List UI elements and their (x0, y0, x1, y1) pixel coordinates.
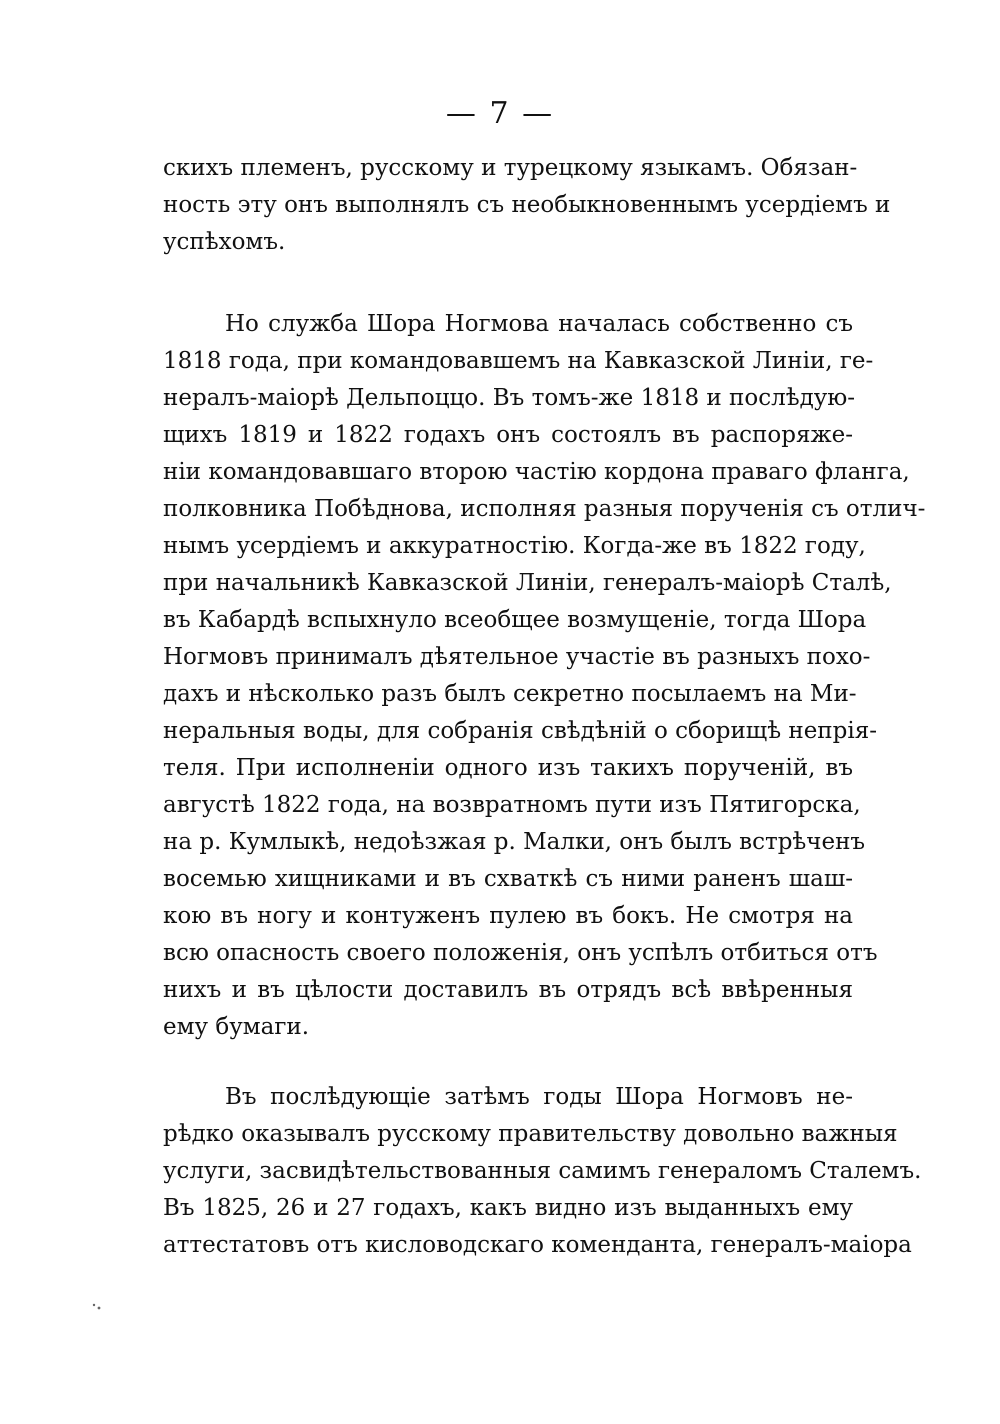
text-line: неральныя воды, для собранія свѣдѣній о сборищѣ непрія- (163, 718, 877, 744)
ink-speck-icon (90, 1300, 104, 1314)
text-line: кою въ ногу и контуженъ пулею въ бокъ. Не смотря на (163, 903, 853, 929)
text-line: нералъ-маіорѣ Дельпоццо. Въ томъ-же 1818 и послѣдую- (163, 385, 856, 411)
text-line: при начальникѣ Кавказской Линіи, генералъ-маіорѣ Сталѣ, (163, 570, 892, 596)
page-number: — 7 — (445, 96, 555, 131)
text-line: Ногмовъ принималъ дѣятельное участіе въ разныхъ похо- (163, 644, 871, 670)
paragraph-3 (163, 1079, 922, 1264)
text-line: рѣдко оказывалъ русскому правительству довольно важныя (163, 1121, 898, 1147)
text-line: всю опасность своего положенія, онъ успѣлъ отбиться отъ (163, 940, 878, 966)
text-line: 1818 года, при командовавшемъ на Кавказской Линіи, ге- (163, 348, 874, 374)
text-line: скихъ племенъ, русскому и турецкому языкамъ. Обязан- (163, 155, 858, 181)
text-line: августѣ 1822 года, на возвратномъ пути изъ Пятигорска, (163, 792, 861, 818)
text-line: полковника Побѣднова, исполняя разныя порученія съ отлич- (163, 496, 926, 522)
text-line: Но служба Шора Ногмова началась собственно съ (225, 311, 853, 337)
text-line: нихъ и въ цѣлости доставилъ въ отрядъ всѣ ввѣренныя (163, 977, 853, 1003)
text-line: успѣхомъ. (163, 229, 286, 255)
text-line: теля. При исполненіи одного изъ такихъ порученій, въ (163, 755, 853, 781)
text-line: дахъ и нѣсколько разъ былъ секретно посылаемъ на Ми- (163, 681, 857, 707)
text-line: Въ послѣдующіе затѣмъ годы Шора Ногмовъ не- (225, 1084, 853, 1110)
text-line: ніи командовавшаго второю частію кордона праваго фланга, (163, 459, 910, 485)
paragraph-2 (163, 306, 926, 1046)
paragraph-1 (163, 150, 891, 261)
text-line: ему бумаги. (163, 1014, 310, 1040)
text-line: услуги, засвидѣтельствованныя самимъ генераломъ Сталемъ. (163, 1158, 922, 1184)
text-line: восемью хищниками и въ схваткѣ съ ними раненъ шаш- (163, 866, 853, 892)
text-line: аттестатовъ отъ кисловодскаго коменданта, генералъ-маіора (163, 1232, 912, 1258)
text-line: ность эту онъ выполнялъ съ необыкновеннымъ усердіемъ и (163, 192, 891, 218)
text-line: нымъ усердіемъ и аккуратностію. Когда-же въ 1822 году, (163, 533, 866, 559)
text-line: щихъ 1819 и 1822 годахъ онъ состоялъ въ распоряже- (163, 422, 853, 448)
text-line: въ Кабардѣ вспыхнуло всеобщее возмущеніе, тогда Шора (163, 607, 867, 633)
text-line: Въ 1825, 26 и 27 годахъ, какъ видно изъ выданныхъ ему (163, 1195, 853, 1221)
text-line: на р. Кумлыкѣ, недоѣзжая р. Малки, онъ былъ встрѣченъ (163, 829, 866, 855)
